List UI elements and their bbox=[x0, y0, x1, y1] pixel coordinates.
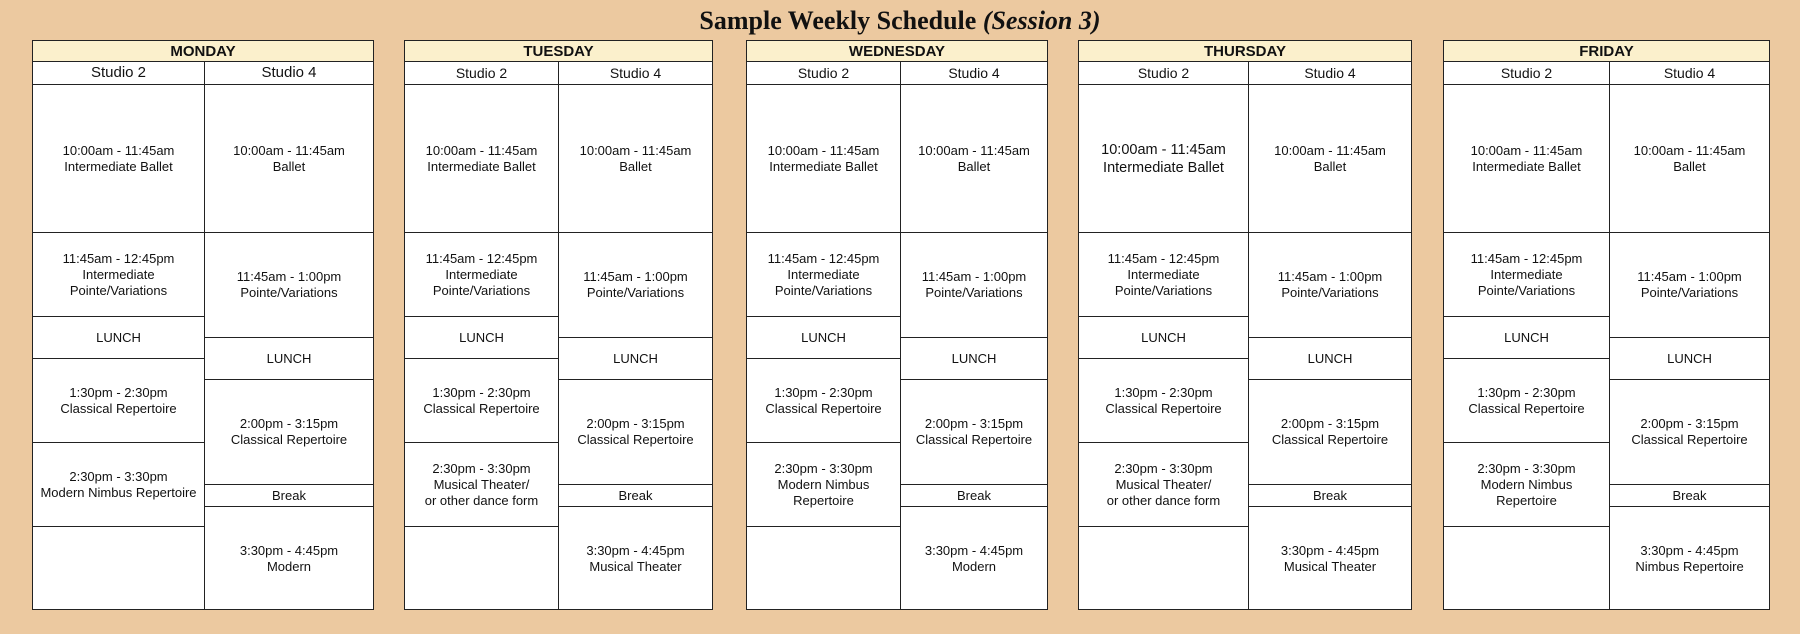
studio2-column bbox=[1444, 85, 1610, 609]
schedule-cell bbox=[405, 85, 558, 233]
cell-time: Break bbox=[1313, 487, 1347, 503]
day-column-thursday bbox=[1078, 40, 1412, 610]
schedule-cell bbox=[747, 85, 900, 233]
schedule-cell bbox=[205, 485, 373, 507]
studio2-column bbox=[405, 85, 559, 609]
cell-class: Modern Nimbus Repertoire bbox=[40, 484, 197, 500]
schedule-cell bbox=[1444, 233, 1609, 317]
schedule-cell bbox=[405, 317, 558, 359]
cell-class: Pointe/Variations bbox=[1477, 282, 1576, 298]
schedule-cell bbox=[1079, 359, 1248, 443]
cell-time: 11:45am - 1:00pm bbox=[921, 269, 1027, 284]
cell-time: 10:00am - 11:45am bbox=[1274, 142, 1386, 158]
cell-time: 11:45am - 1:00pm bbox=[1277, 269, 1383, 284]
cell-class: Intermediate bbox=[445, 266, 518, 282]
cell-time: LUNCH bbox=[613, 350, 658, 366]
studio4-column bbox=[1249, 85, 1411, 609]
studio4-column bbox=[1610, 85, 1769, 609]
cell-time: 2:30pm - 3:30pm bbox=[774, 460, 873, 476]
cell-class: Pointe/Variations bbox=[586, 285, 685, 300]
schedule-cell bbox=[901, 338, 1047, 380]
cell-time: LUNCH bbox=[1504, 329, 1549, 345]
title-main: Sample Weekly Schedule bbox=[699, 6, 977, 35]
cell-time: 2:00pm - 3:15pm bbox=[924, 416, 1024, 431]
day-header: FRIDAY bbox=[1444, 41, 1769, 62]
cell-class: Ballet bbox=[957, 158, 991, 174]
cell-time: 2:00pm - 3:15pm bbox=[586, 416, 685, 431]
cell-class: Musical Theater bbox=[1283, 559, 1377, 574]
cell-time: 10:00am - 11:45am bbox=[233, 142, 345, 158]
studio-2-header: Studio 2 bbox=[33, 62, 205, 85]
schedule-cell bbox=[33, 527, 204, 611]
studio-4-header: Studio 4 bbox=[1610, 62, 1769, 85]
cell-time: 1:30pm - 2:30pm bbox=[69, 384, 168, 400]
schedule-cell bbox=[205, 85, 373, 233]
cell-class: Intermediate Ballet bbox=[1103, 159, 1224, 176]
schedule-cell bbox=[747, 443, 900, 527]
studio2-column bbox=[747, 85, 901, 609]
cell-class: Intermediate bbox=[82, 266, 155, 282]
cell-time: LUNCH bbox=[459, 329, 504, 345]
schedule-cell bbox=[1249, 233, 1411, 338]
schedule-cell bbox=[901, 380, 1047, 485]
schedule-cell bbox=[1444, 359, 1609, 443]
cell-class: Modern bbox=[266, 559, 312, 574]
cell-time: Break bbox=[272, 487, 306, 503]
schedule-cell bbox=[33, 233, 204, 317]
cell-class: Ballet bbox=[1673, 158, 1706, 174]
cell-time: 10:00am - 11:45am bbox=[918, 142, 1030, 158]
schedule-cell bbox=[405, 233, 558, 317]
cell-class: Ballet bbox=[272, 158, 306, 174]
studio4-column bbox=[205, 85, 373, 609]
schedule-cell bbox=[747, 527, 900, 611]
cell-class: Pointe/Variations bbox=[1281, 285, 1379, 300]
cell-class: or other dance form bbox=[1106, 492, 1221, 508]
day-column-tuesday bbox=[404, 40, 713, 610]
cell-class: Musical Theater/ bbox=[433, 476, 530, 492]
cell-time: 10:00am - 11:45am bbox=[579, 142, 692, 158]
cell-time: 3:30pm - 4:45pm bbox=[1280, 543, 1380, 558]
schedule-cell bbox=[33, 317, 204, 359]
schedule-cell bbox=[1249, 380, 1411, 485]
cell-time: 3:30pm - 4:45pm bbox=[924, 543, 1024, 558]
cell-class: Classical Repertoire bbox=[60, 400, 177, 416]
cell-class: Ballet bbox=[1313, 158, 1347, 174]
cell-class: Pointe/Variations bbox=[774, 282, 873, 298]
schedule-cell bbox=[1610, 507, 1769, 611]
cell-class: Classical Repertoire bbox=[1468, 400, 1585, 416]
cell-time: 10:00am - 11:45am bbox=[1470, 142, 1583, 158]
cell-time: 2:30pm - 3:30pm bbox=[1114, 460, 1213, 476]
schedule-cell bbox=[901, 85, 1047, 233]
cell-time: Break bbox=[1672, 487, 1707, 503]
cell-time: 3:30pm - 4:45pm bbox=[1640, 543, 1739, 558]
cell-class: or other dance form bbox=[424, 492, 539, 508]
schedule-cell bbox=[205, 338, 373, 380]
cell-time: 10:00am - 11:45am bbox=[767, 142, 880, 158]
schedule-cell bbox=[1444, 443, 1609, 527]
schedule-cell bbox=[1249, 507, 1411, 611]
page-title bbox=[0, 4, 1800, 38]
cell-class: Modern Nimbus bbox=[1480, 476, 1573, 492]
cell-class: Pointe/Variations bbox=[69, 282, 168, 298]
cell-time: 11:45am - 1:00pm bbox=[236, 269, 342, 284]
schedule-cell bbox=[559, 233, 712, 338]
cell-time: 2:00pm - 3:15pm bbox=[1640, 416, 1739, 431]
cell-class: Pointe/Variations bbox=[1640, 285, 1739, 300]
cell-time: 3:30pm - 4:45pm bbox=[586, 543, 685, 558]
cell-class: Intermediate Ballet bbox=[64, 158, 173, 174]
cell-class: Pointe/Variations bbox=[240, 285, 338, 300]
cell-class: Ballet bbox=[619, 158, 652, 174]
schedule-cell bbox=[1610, 338, 1769, 380]
cell-class: Intermediate bbox=[1127, 266, 1200, 282]
schedule-cell bbox=[405, 359, 558, 443]
schedule-cell bbox=[1444, 85, 1609, 233]
cell-time: 1:30pm - 2:30pm bbox=[774, 384, 873, 400]
schedule-cell bbox=[205, 233, 373, 338]
cell-class: Repertoire bbox=[793, 492, 854, 508]
cell-class: Repertoire bbox=[1496, 492, 1557, 508]
cell-class: Pointe/Variations bbox=[925, 285, 1023, 300]
schedule-cell bbox=[205, 507, 373, 611]
cell-class: Classical Repertoire bbox=[1631, 432, 1748, 447]
schedule-cell bbox=[559, 507, 712, 611]
schedule-cell bbox=[1079, 317, 1248, 359]
cell-time: 3:30pm - 4:45pm bbox=[239, 543, 339, 558]
cell-time: 2:30pm - 3:30pm bbox=[1477, 460, 1576, 476]
schedule-cell bbox=[1610, 85, 1769, 233]
schedule-cell bbox=[559, 380, 712, 485]
cell-class: Modern bbox=[951, 559, 997, 574]
cell-time: LUNCH bbox=[801, 329, 846, 345]
schedule-cell bbox=[901, 485, 1047, 507]
cell-class: Modern Nimbus bbox=[777, 476, 870, 492]
cell-time: 1:30pm - 2:30pm bbox=[1114, 384, 1213, 400]
cell-class: Musical Theater bbox=[589, 559, 682, 574]
schedule-cell bbox=[559, 85, 712, 233]
cell-class: Classical Repertoire bbox=[1271, 432, 1389, 447]
studio2-column bbox=[1079, 85, 1249, 609]
cell-time: Break bbox=[957, 487, 991, 503]
cell-class: Pointe/Variations bbox=[432, 282, 531, 298]
studio-2-header: Studio 2 bbox=[405, 62, 559, 85]
schedule-cell bbox=[1610, 485, 1769, 507]
cell-class: Classical Repertoire bbox=[1105, 400, 1222, 416]
cell-class: Classical Repertoire bbox=[230, 432, 348, 447]
schedule-cell bbox=[1079, 233, 1248, 317]
schedule-cell bbox=[559, 485, 712, 507]
cell-time: 2:30pm - 3:30pm bbox=[69, 468, 168, 484]
cell-time: 2:00pm - 3:15pm bbox=[239, 416, 339, 431]
cell-time: 10:00am - 11:45am bbox=[62, 142, 175, 158]
studio-2-header: Studio 2 bbox=[1444, 62, 1610, 85]
day-header: THURSDAY bbox=[1079, 41, 1411, 62]
cell-class: Nimbus Repertoire bbox=[1635, 559, 1744, 574]
schedule-cell bbox=[1610, 380, 1769, 485]
day-column-monday bbox=[32, 40, 374, 610]
cell-time: 11:45am - 12:45pm bbox=[1470, 250, 1583, 266]
cell-time: 1:30pm - 2:30pm bbox=[432, 384, 531, 400]
cell-time: 2:00pm - 3:15pm bbox=[1280, 416, 1380, 431]
studio-2-header: Studio 2 bbox=[747, 62, 901, 85]
cell-class: Intermediate Ballet bbox=[1472, 158, 1581, 174]
studio-4-header: Studio 4 bbox=[205, 62, 373, 85]
cell-time: 10:00am - 11:45am bbox=[1633, 142, 1746, 158]
cell-time: 2:30pm - 3:30pm bbox=[432, 460, 531, 476]
schedule-cell bbox=[1444, 317, 1609, 359]
schedule-cell bbox=[33, 443, 204, 527]
day-header: WEDNESDAY bbox=[747, 41, 1047, 62]
cell-time: 10:00am - 11:45am bbox=[1101, 141, 1226, 158]
cell-class: Classical Repertoire bbox=[423, 400, 540, 416]
studio4-column bbox=[559, 85, 712, 609]
schedule-cell bbox=[1249, 485, 1411, 507]
schedule-cell bbox=[205, 380, 373, 485]
cell-time: LUNCH bbox=[951, 350, 997, 366]
schedule-cell bbox=[1079, 85, 1248, 233]
title-session: (Session 3) bbox=[982, 6, 1101, 35]
cell-time: 11:45am - 12:45pm bbox=[767, 250, 880, 266]
cell-time: 1:30pm - 2:30pm bbox=[1477, 384, 1576, 400]
studio-2-header: Studio 2 bbox=[1079, 62, 1249, 85]
cell-class: Classical Repertoire bbox=[577, 432, 694, 447]
day-header: TUESDAY bbox=[405, 41, 712, 62]
studio-4-header: Studio 4 bbox=[901, 62, 1047, 85]
cell-time: LUNCH bbox=[266, 350, 312, 366]
cell-time: 11:45am - 1:00pm bbox=[583, 269, 688, 284]
cell-class: Intermediate Ballet bbox=[769, 158, 878, 174]
studio4-column bbox=[901, 85, 1047, 609]
schedule-cell bbox=[1249, 85, 1411, 233]
schedule-cell bbox=[1079, 527, 1248, 611]
cell-time: 11:45am - 1:00pm bbox=[1637, 269, 1742, 284]
schedule-cell bbox=[901, 507, 1047, 611]
cell-time: 11:45am - 12:45pm bbox=[425, 250, 538, 266]
cell-time: LUNCH bbox=[1667, 350, 1712, 366]
cell-class: Classical Repertoire bbox=[915, 432, 1033, 447]
cell-time: 11:45am - 12:45pm bbox=[1107, 250, 1220, 266]
cell-class: Intermediate Ballet bbox=[427, 158, 536, 174]
cell-time: Break bbox=[618, 487, 653, 503]
schedule-cell bbox=[559, 338, 712, 380]
cell-class: Intermediate bbox=[1490, 266, 1563, 282]
schedule-cell bbox=[747, 359, 900, 443]
schedule-cell bbox=[901, 233, 1047, 338]
studio-4-header: Studio 4 bbox=[559, 62, 712, 85]
schedule-cell bbox=[1444, 527, 1609, 611]
cell-time: 10:00am - 11:45am bbox=[425, 142, 538, 158]
schedule-cell bbox=[33, 359, 204, 443]
cell-class: Pointe/Variations bbox=[1114, 282, 1213, 298]
schedule-cell bbox=[747, 233, 900, 317]
cell-time: LUNCH bbox=[1307, 350, 1353, 366]
schedule-cell bbox=[33, 85, 204, 233]
cell-class: Classical Repertoire bbox=[765, 400, 882, 416]
day-column-friday bbox=[1443, 40, 1770, 610]
schedule-cell bbox=[747, 317, 900, 359]
studio-4-header: Studio 4 bbox=[1249, 62, 1411, 85]
cell-time: LUNCH bbox=[1141, 329, 1186, 345]
cell-time: LUNCH bbox=[96, 329, 141, 345]
schedule-cell bbox=[1610, 233, 1769, 338]
day-column-wednesday bbox=[746, 40, 1048, 610]
cell-class: Intermediate bbox=[787, 266, 860, 282]
schedule-cell bbox=[1079, 443, 1248, 527]
day-header: MONDAY bbox=[33, 41, 373, 62]
schedule-cell bbox=[1249, 338, 1411, 380]
studio2-column bbox=[33, 85, 205, 609]
schedule-cell bbox=[405, 443, 558, 527]
cell-class: Musical Theater/ bbox=[1115, 476, 1212, 492]
schedule-cell bbox=[405, 527, 558, 611]
cell-time: 11:45am - 12:45pm bbox=[62, 250, 175, 266]
